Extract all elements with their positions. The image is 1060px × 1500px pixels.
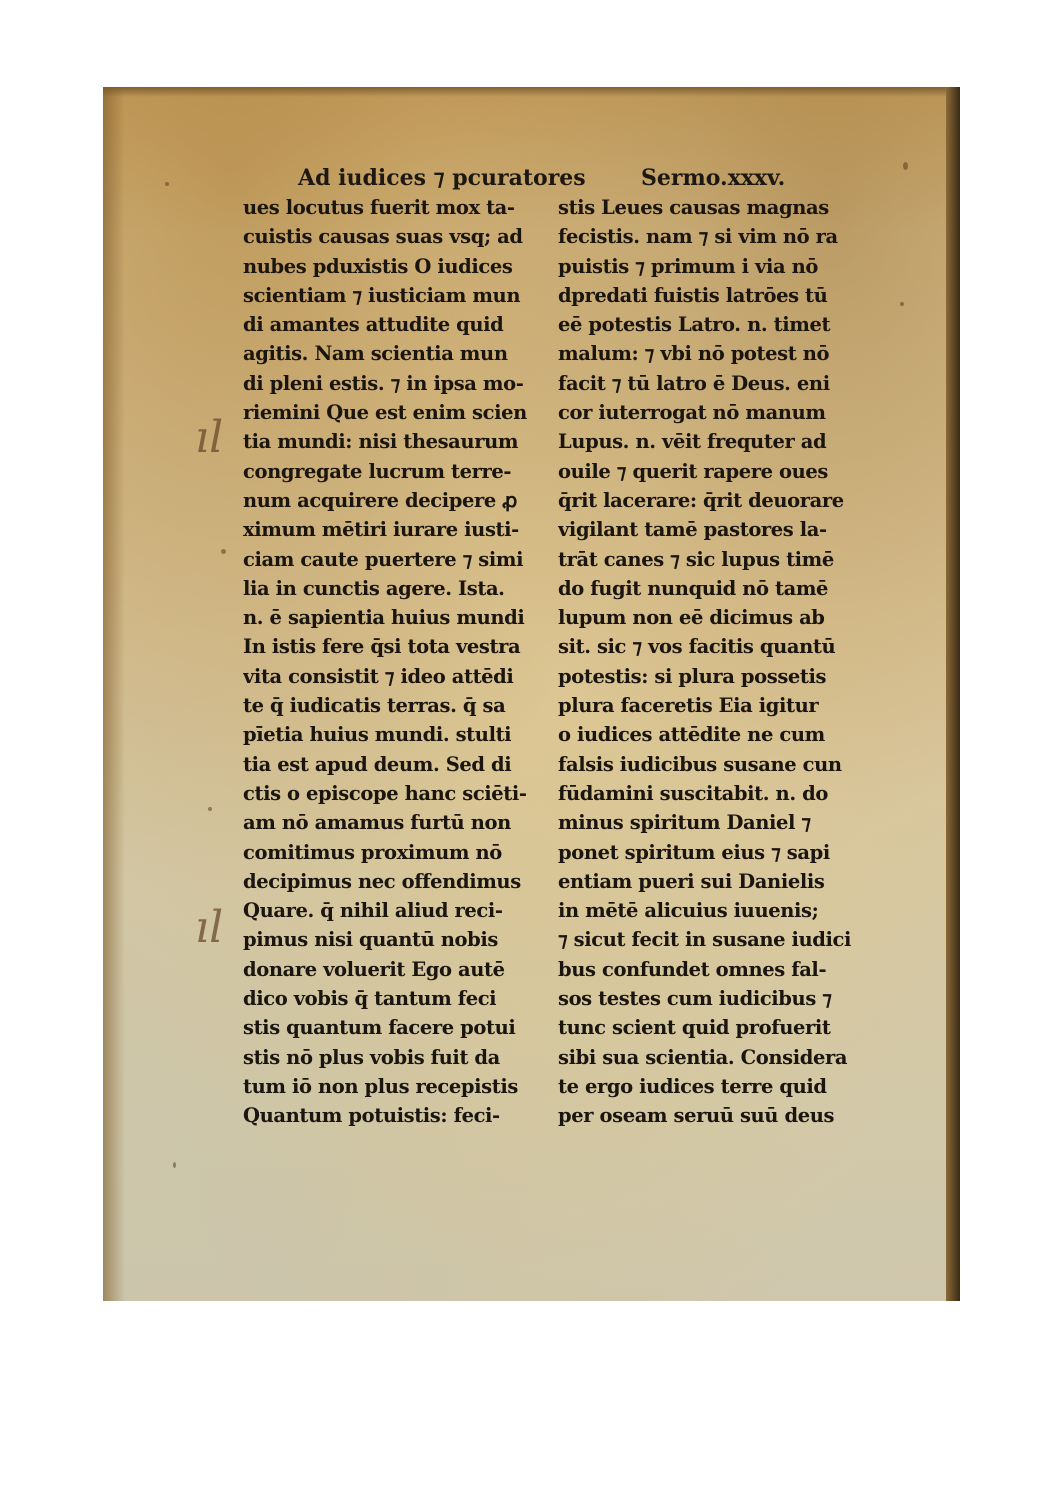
text-line: dico vobis q̄ tantum feci	[243, 987, 497, 1011]
text-line: ximum mētiri iurare iusti-	[243, 518, 519, 542]
ink-speck	[221, 549, 226, 554]
running-head	[298, 165, 818, 195]
ink-speck	[208, 807, 212, 811]
text-line: num acquirere decipere ꝓ	[243, 488, 517, 512]
text-line: minus spiritum Daniel ⁊	[558, 811, 811, 835]
text-line: ciam caute puertere ⁊ simi	[243, 547, 524, 571]
page-left-shadow	[103, 87, 125, 1301]
text-line: In istis fere q̄si tota vestra	[243, 635, 521, 659]
text-line: Lupus. n. vēit frequter ad	[558, 430, 827, 454]
ink-speck	[900, 302, 904, 306]
text-line: bus confundet omnes fal-	[558, 957, 827, 981]
page-right-binding-edge	[946, 87, 960, 1301]
ink-speck	[173, 1162, 176, 1168]
ink-speck	[903, 162, 908, 170]
ink-speck	[165, 182, 169, 186]
text-line: stis Leues causas magnas	[558, 196, 829, 219]
text-line: trāt canes ⁊ sic lupus timē	[558, 547, 834, 571]
text-line: Quare. q̄ nihil aliud reci-	[243, 899, 503, 923]
text-line: ⁊ sicut fecit in susane iudici	[558, 928, 852, 952]
text-line: agitis. Nam scientia mun	[243, 342, 508, 366]
manuscript-page-scan	[103, 87, 960, 1301]
text-line: tia mundi: nisi thesaurum	[243, 430, 519, 454]
text-line: sibi sua scientia. Considera	[558, 1045, 848, 1069]
text-line: plura faceretis Eia igitur	[558, 694, 819, 718]
text-line: Quantum potuistis: feci-	[243, 1104, 500, 1128]
text-line: am nō amamus furtū non	[243, 811, 511, 835]
text-line: puistis ⁊ primum i via nō	[558, 254, 818, 278]
marginal-pen-mark: ıl	[195, 412, 224, 463]
text-line: di amantes attudite quid	[243, 313, 504, 337]
text-line: te q̄ iudicatis terras. q̄ sa	[243, 694, 506, 718]
text-line: fecistis. nam ⁊ si vim nō ra	[558, 225, 838, 249]
text-column-right	[558, 193, 878, 1131]
text-line: vigilant tamē pastores la-	[558, 518, 827, 542]
text-line: decipimus nec offendimus	[243, 869, 521, 893]
text-line: o iudices attēdite ne cum	[558, 723, 825, 747]
text-line: tia est apud deum. Sed di	[243, 752, 512, 776]
text-line: per oseam seruū suū deus	[558, 1104, 835, 1128]
text-line: di pleni estis. ⁊ in ipsa mo-	[243, 371, 524, 395]
text-line: ouile ⁊ querit rapere oues	[558, 459, 828, 483]
text-line: scientiam ⁊ iusticiam mun	[243, 283, 521, 307]
text-line: facit ⁊ tū latro ē Deus. eni	[558, 371, 830, 395]
text-column-left	[243, 193, 553, 1131]
text-line: tum iō non plus recepistis	[243, 1074, 518, 1098]
marginal-pen-mark: ıl	[195, 902, 224, 953]
text-line: malum: ⁊ vbi nō potest nō	[558, 342, 830, 366]
text-line: riemini Que est enim scien	[243, 401, 527, 425]
text-line: sit. sic ⁊ vos facitis quantū	[558, 635, 836, 659]
text-line: cor iuterrogat nō manum	[558, 401, 826, 425]
text-line: donare voluerit Ego autē	[243, 957, 505, 981]
text-line: congregate lucrum terre-	[243, 459, 512, 483]
text-line: potestis: si plura possetis	[558, 664, 827, 688]
text-line: vita consistit ⁊ ideo attēdi	[243, 664, 514, 688]
text-line: in mētē alicuius iuuenis;	[558, 899, 819, 923]
text-line: ctis o episcope hanc sciēti-	[243, 781, 527, 805]
text-line: stis nō plus vobis fuit da	[243, 1045, 500, 1069]
text-line: entiam pueri sui Danielis	[558, 869, 825, 893]
text-line: te ergo iudices terre quid	[558, 1074, 827, 1098]
text-line: eē potestis Latro. n. timet	[558, 313, 831, 337]
text-line: falsis iudicibus susane cun	[558, 752, 842, 776]
text-line: comitimus proximum nō	[243, 840, 502, 864]
running-head-title: Ad iudices ⁊ pcuratores	[298, 165, 586, 191]
text-line: n. ē sapientia huius mundi	[243, 606, 525, 630]
sermon-number: Sermo.xxxv.	[641, 165, 786, 191]
text-line: sos testes cum iudicibus ⁊	[558, 987, 832, 1011]
text-line: ponet spiritum eius ⁊ sapi	[558, 840, 830, 864]
text-line: tunc scient quid profuerit	[558, 1016, 831, 1040]
text-line: pīetia huius mundi. stulti	[243, 723, 512, 747]
text-line: stis quantum facere potui	[243, 1016, 516, 1040]
text-line: dpredati fuistis latrōes tū	[558, 283, 828, 307]
text-line: fūdamini suscitabit. n. do	[558, 781, 828, 805]
text-line: q̄rit lacerare: q̄rit deuorare	[558, 488, 844, 512]
text-line: cuistis causas suas vsq; ad	[243, 225, 523, 249]
text-line: ues locutus fuerit mox ta-	[243, 196, 515, 219]
page-top-shadow	[103, 87, 960, 97]
text-line: pimus nisi quantū nobis	[243, 928, 498, 952]
text-line: lupum non eē dicimus ab	[558, 606, 825, 630]
text-line: do fugit nunquid nō tamē	[558, 576, 829, 600]
text-line: lia in cunctis agere. Ista.	[243, 576, 505, 600]
text-line: nubes pduxistis O iudices	[243, 254, 513, 278]
